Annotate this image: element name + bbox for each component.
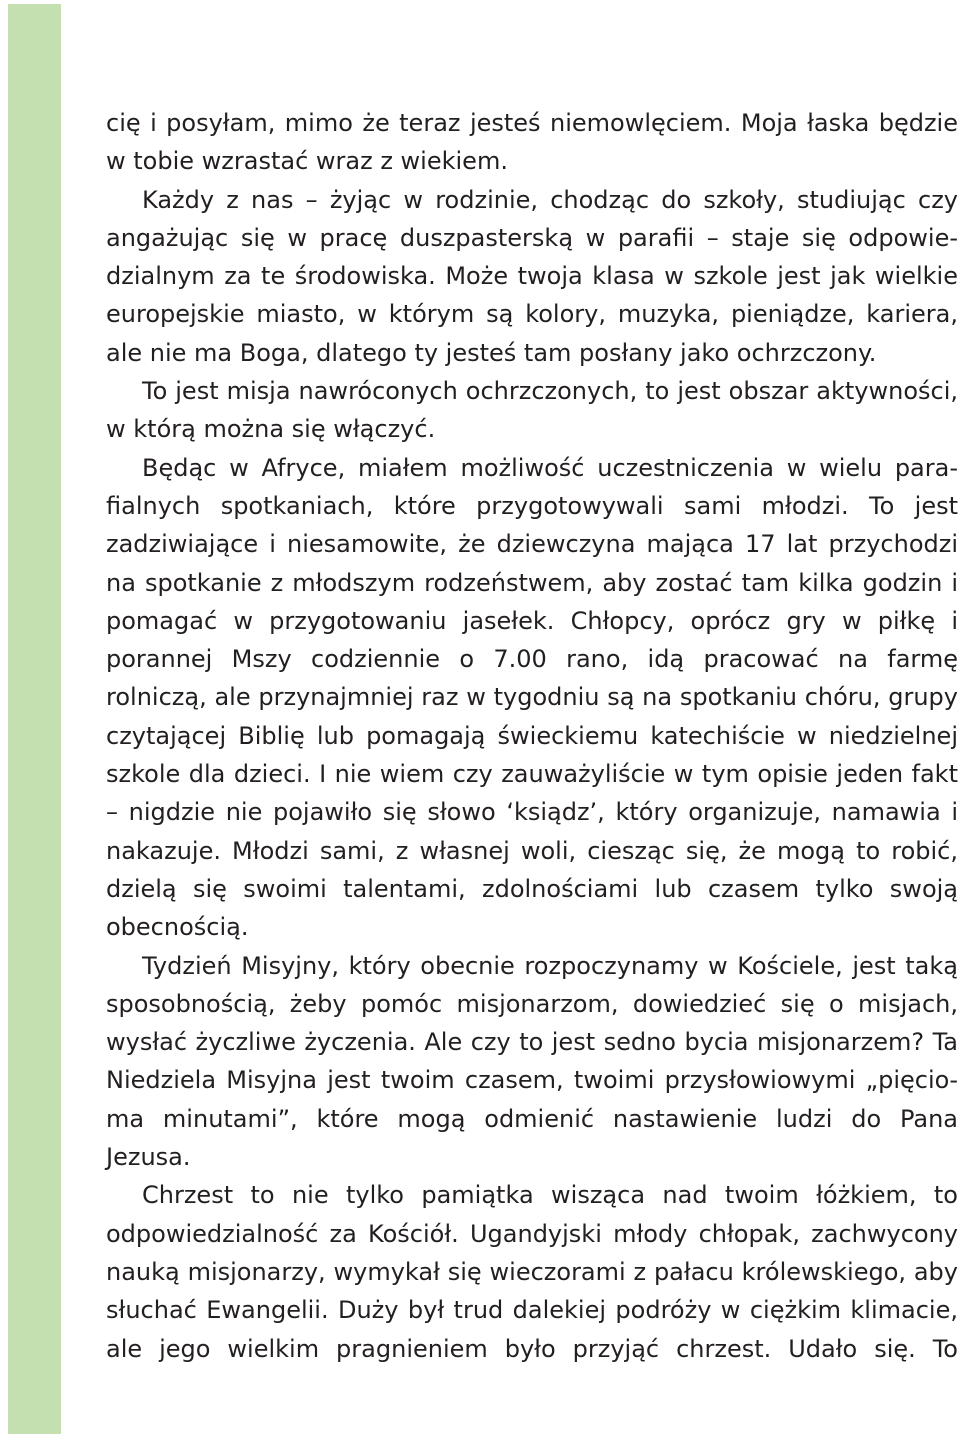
page-text <box>106 104 958 1368</box>
paragraph-2: Każdy z nas – żyjąc w rodzinie, chodząc do szkoły, studiując czy angażując się w pracę duszpasterską w parafii – staje się odpowiedzialnym za te środowiska. Może twoja klasa w szkole jest jak wielkie europejskie miasto, w którym są kolory, muzyka, pieniądze, kariera, ale nie ma Boga, dlatego ty jesteś tam posłany jako ochrzczony. <box>106 185 958 367</box>
paragraph-3: To jest misja nawróconych ochrzczonych, to jest obszar aktywności, w którą można się włączyć. <box>106 377 958 444</box>
paragraph-5: Tydzień Misyjny, który obecnie rozpoczynamy w Kościele, jest taką sposobnością, żeby pomóc misjonarzom, dowiedzieć się o misjach, wysłać życzliwe życzenia. Ale czy to jest sedno bycia misjonarzem? Ta Niedziela Misyjna jest twoim czasem, twoimi przysłowiowymi „pięcioma minutami”, które mogą odmienić nastawienie ludzi do Pana Jezusa. <box>106 951 958 1172</box>
paragraph-4: Będąc w Afryce, miałem możliwość uczestniczenia w wielu parafialnych spotkaniach, które przygotowywali sami młodzi. To jest zadziwiające i niesamowite, że dziewczyna mająca 17 lat przychodzi na spotkanie z młodszym rodzeństwem, aby zostać tam kilka godzin i pomagać w przygotowaniu jasełek. Chłopcy, oprócz gry w piłkę i porannej Mszy codziennie o 7.00 rano, idą pracować na farmę rolniczą, ale przynajmniej raz w tygodniu są na spotkaniu chóru, grupy czytającej Biblię lub pomagają świeckiemu katechiście w niedzielnej szkole dla dzieci. I nie wiem czy zauważyliście w tym opisie jeden fakt – nigdzie nie pojawiło się słowo ‘ksiądz’, który organizuje, namawia i nakazuje. Młodzi sami, z własnej woli, ciesząc się, że mogą to robić, dzielą się swoimi talentami, zdolnościami lub czasem tylko swoją obecnością. <box>106 453 958 942</box>
paragraph-6: Chrzest to nie tylko pamiątka wisząca nad twoim łóżkiem, to odpowiedzialność za Kościół. Ugandyjski młody chłopak, zachwycony nauką misjonarzy, wymykał się wieczorami z pałacu królewskiego, aby słuchać Ewangelii. Duży był trud dalekiej podróży w ciężkim klimacie, ale jego wielkim pragnieniem było przyjąć chrzest. Udało się. To <box>106 1181 958 1363</box>
paragraph-1: cię i posyłam, mimo że teraz jesteś niemowlęciem. Moja łaska będzie w tobie wzrastać wraz z wiekiem. <box>106 109 958 176</box>
side-accent-bar <box>8 4 61 1434</box>
